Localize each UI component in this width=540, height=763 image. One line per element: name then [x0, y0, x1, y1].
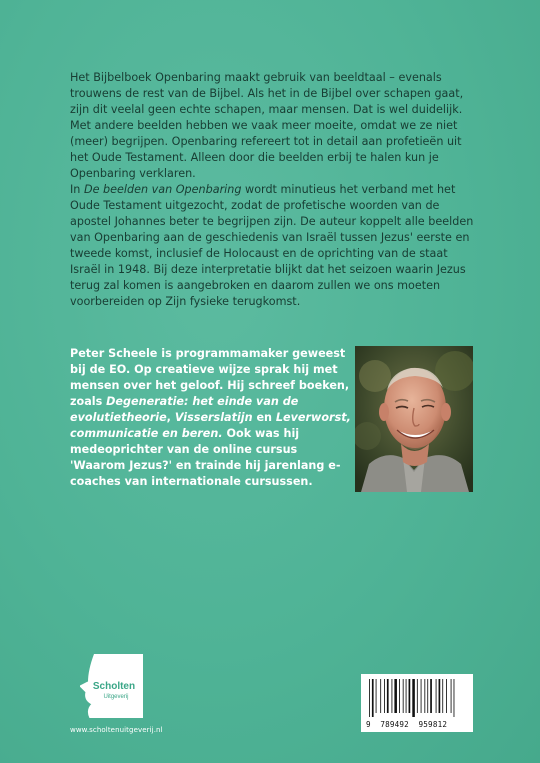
barcode-bar [436, 679, 437, 713]
barcode-bar [403, 679, 404, 713]
barcode-bar [412, 679, 415, 717]
barcode-bar [387, 679, 389, 713]
barcode-bar [399, 679, 400, 713]
blurb-paragraph-1: Het Bijbelboek Openbaring maakt gebruik van beeldtaal – evenals trouwens de rest van de Bijbel. Als het in de Bijbel over schapen gaat, zijn dit veelal geen echte schapen, maar mensen. Dat is wel duidelijk. Met andere beelden hebben we vaak meer moeite, omdat we ze niet (meer) begrijpen. Openbaring refereert tot in detail aan profetieën uit het Oude Testament. Alleen door die beelden erbij te halen kun je Openbaring verklaren. [70, 71, 464, 180]
barcode-bar [451, 679, 452, 713]
blurb-text [70, 70, 475, 310]
barcode-bar [439, 679, 441, 713]
barcode-bar [394, 679, 397, 713]
isbn-first-digit: 9 [366, 720, 371, 729]
barcode-bar [417, 679, 418, 713]
barcode-bar [406, 679, 407, 713]
author-book-3: Leverworst, communicatie en beren. [70, 411, 351, 440]
blurb-paragraph-2 [70, 182, 475, 310]
author-photo [355, 346, 473, 492]
isbn-group-2: 959812 [418, 720, 448, 729]
barcode-bar [427, 679, 428, 713]
barcode-bar [392, 679, 393, 713]
barcode-bars [367, 679, 467, 717]
barcode-bar [384, 679, 385, 713]
blurb-p2-rest: wordt minutieus het verband met het Oude Testament uitgezocht, zodat de profetische woorden van de apostel Johannes beter te begrijpen zijn. De auteur koppelt alle beelden van Openbaring aan de geschiedenis van Israël tussen Jezus' eerste en tweede komst, inclusief de Holocaust en de oprichting van de staat Israël in 1948. Bij deze interpretatie blijkt dat het seizoen waarin Jezus terug zal komen is aangebroken en daarom zullen we ons moeten voorbereiden op Zijn fysieke terugkomst. [70, 183, 474, 308]
author-bio-sep-2: en [252, 411, 276, 424]
author-portrait-illustration [355, 346, 473, 492]
barcode-bar [424, 679, 425, 713]
barcode-bar [454, 679, 455, 717]
barcode-bar [409, 679, 411, 713]
scholten-logo-icon [80, 654, 143, 718]
publisher-logo [80, 654, 143, 718]
author-book-1: Degeneratie: het einde van de evolutietheorie [70, 395, 299, 424]
barcode-bar [369, 679, 370, 717]
blurb-p2-prefix: In [70, 183, 84, 196]
logo-wordmark: Scholten [92, 681, 136, 692]
logo-subtitle: Uitgeverij [103, 694, 129, 700]
isbn-group-1: 789492 [380, 720, 409, 729]
author-bio [70, 346, 352, 490]
barcode-bar [430, 679, 432, 713]
author-bio-part-2: Ook was hij medeoprichter van de online cursus 'Waarom Jezus?' en trainde hij jarenlang e-coaches van internationale cursussen. [70, 427, 341, 488]
barcode-bar [372, 679, 374, 717]
author-bio-part-1: Peter Scheele is programmamaker geweest bij de EO. Op creatieve wijze sprak hij met mensen over het geloof. Hij schreef boeken, zoals [70, 347, 350, 408]
book-title-ref: De beelden van Openbaring [83, 183, 242, 196]
barcode-bar [421, 679, 422, 713]
author-bio-sep-1: , [166, 411, 175, 424]
barcode-bar [376, 679, 377, 713]
publisher-url: www.scholtenuitgeverij.nl [70, 726, 163, 734]
barcode-bar [442, 679, 443, 713]
isbn-number [366, 720, 468, 729]
author-book-2: Visserslatijn [174, 411, 253, 424]
barcode-bar [446, 679, 447, 713]
isbn-barcode [361, 674, 473, 732]
barcode-bar [380, 679, 381, 713]
